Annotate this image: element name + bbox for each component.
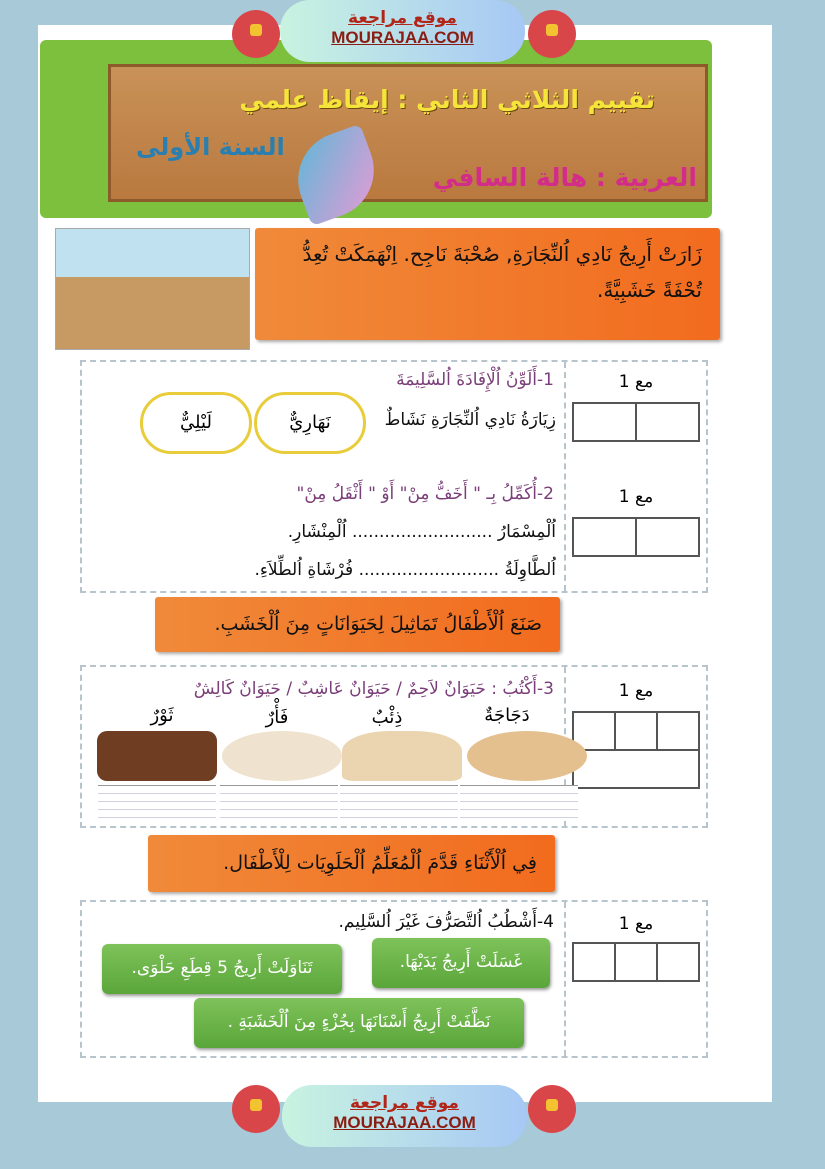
question-3-title: 3-أَكْتُبُ : حَيَوَانٌ لاَحِمٌ / حَيَوَانٌ عَاشِبٌ / حَيَوَانٌ كَالِشٌ [193, 679, 554, 699]
carpentry-illustration [55, 228, 250, 350]
butterfly-icon [285, 124, 388, 227]
question-box-3 [80, 665, 708, 828]
question-1-sentence: زِيَارَةُ نَادِي اُلنِّجَارَةِ نَشَاطٌ [384, 410, 556, 430]
story-text-3: فِي اُلْأَثْنَاءِ قَدَّمَ اُلْمُعَلِّمُ اُلْحَلَوِيَات لِلْأَطْفَال. [148, 835, 555, 892]
animal-label-mouse: فَأْرٌ [265, 707, 289, 728]
story-text-2: صَنَعَ اُلْأَطْفَالُ تَمَاثِيلَ لِحَيَوَانَاتٍ مِنَ اُلْخَشَبِ. [155, 597, 560, 652]
writing-line[interactable] [460, 785, 578, 821]
option-cloud-nighttime[interactable]: لَيْلِيٌّ [140, 392, 252, 454]
score-label: مع 1 [618, 487, 654, 507]
score-grid [572, 517, 700, 557]
behavior-option[interactable]: تَنَاوَلَتْ أَرِيجُ 5 قِطَعِ حَلْوَى. [102, 944, 342, 994]
question-box-4 [80, 900, 708, 1058]
intro-text: زَارَتْ أَرِيجُ نَادِي اُلنِّجَارَةِ, صُحْبَةَ نَاجِح. اِنْهَمَكَتْ تُعِدُّ تُحْفَةً خَشَبِيَّةً. [255, 228, 720, 340]
site-logo-bottom[interactable]: موقع مراجعة MOURAJAA.COM [282, 1085, 527, 1147]
fill-blank-item[interactable]: اُلطَّاوِلَةُ .......................... فُرْشَاةِ اُلطِّلاَءِ. [254, 560, 556, 580]
badge-icon [528, 1085, 576, 1133]
wooden-wolf-image [342, 731, 462, 781]
animal-label-bull: ثَوْرٌ [150, 705, 174, 726]
score-label: مع 1 [618, 681, 654, 701]
score-label: مع 1 [618, 914, 654, 934]
badge-icon [528, 10, 576, 58]
writing-line[interactable] [220, 785, 338, 821]
question-2-title: 2-أُكَمِّلُ بِـ " أَخَفُّ مِنْ" أَوْ " أَثْقَلُ مِنْ" [296, 484, 554, 504]
wooden-chicken-image [467, 731, 587, 781]
score-label: مع 1 [618, 372, 654, 392]
writing-line[interactable] [340, 785, 458, 821]
site-logo-top[interactable]: موقع مراجعة MOURAJAA.COM [280, 0, 525, 62]
score-grid [572, 711, 700, 789]
exam-title: تقييم الثلاثي الثاني : إيقاظ علمي [239, 85, 655, 114]
behavior-option[interactable]: غَسَلَتْ أَرِيجُ يَدَيْهَا. [372, 938, 550, 988]
writing-line[interactable] [98, 785, 216, 821]
score-grid [572, 402, 700, 442]
behavior-option[interactable]: نَظَّفَتْ أَرِيجُ أَسْنَانَهَا بِجُزْءٍ مِنَ اُلْخَشَبَةِ . [194, 998, 524, 1048]
badge-icon [232, 1085, 280, 1133]
score-grid [572, 942, 700, 982]
header-banner [40, 40, 712, 218]
question-box-1-2 [80, 360, 708, 593]
wooden-mouse-image [222, 731, 342, 781]
animal-label-wolf: ذِئْبٌ [371, 707, 403, 728]
grade-level: السنة الأولى [136, 133, 285, 161]
option-cloud-daytime[interactable]: نَهَارِيٌّ [254, 392, 366, 454]
animal-label-chicken: دَجَاجَةٌ [484, 705, 530, 726]
question-4-title: 4-أَشْطُبُ اُلتَّصَرُّفَ غَيْرَ اُلسَّلِيم. [338, 912, 554, 932]
fill-blank-item[interactable]: اُلْمِسْمَارُ .......................... اُلْمِنْشَارِ. [287, 522, 556, 542]
wooden-bull-image [97, 731, 217, 781]
question-1-title: 1-أَلَوِّنُ اُلْإِفَادَةَ اُلسَّلِيمَةَ [396, 370, 554, 390]
badge-icon [232, 10, 280, 58]
subject-author: العربية : هالة السافي [432, 163, 697, 192]
